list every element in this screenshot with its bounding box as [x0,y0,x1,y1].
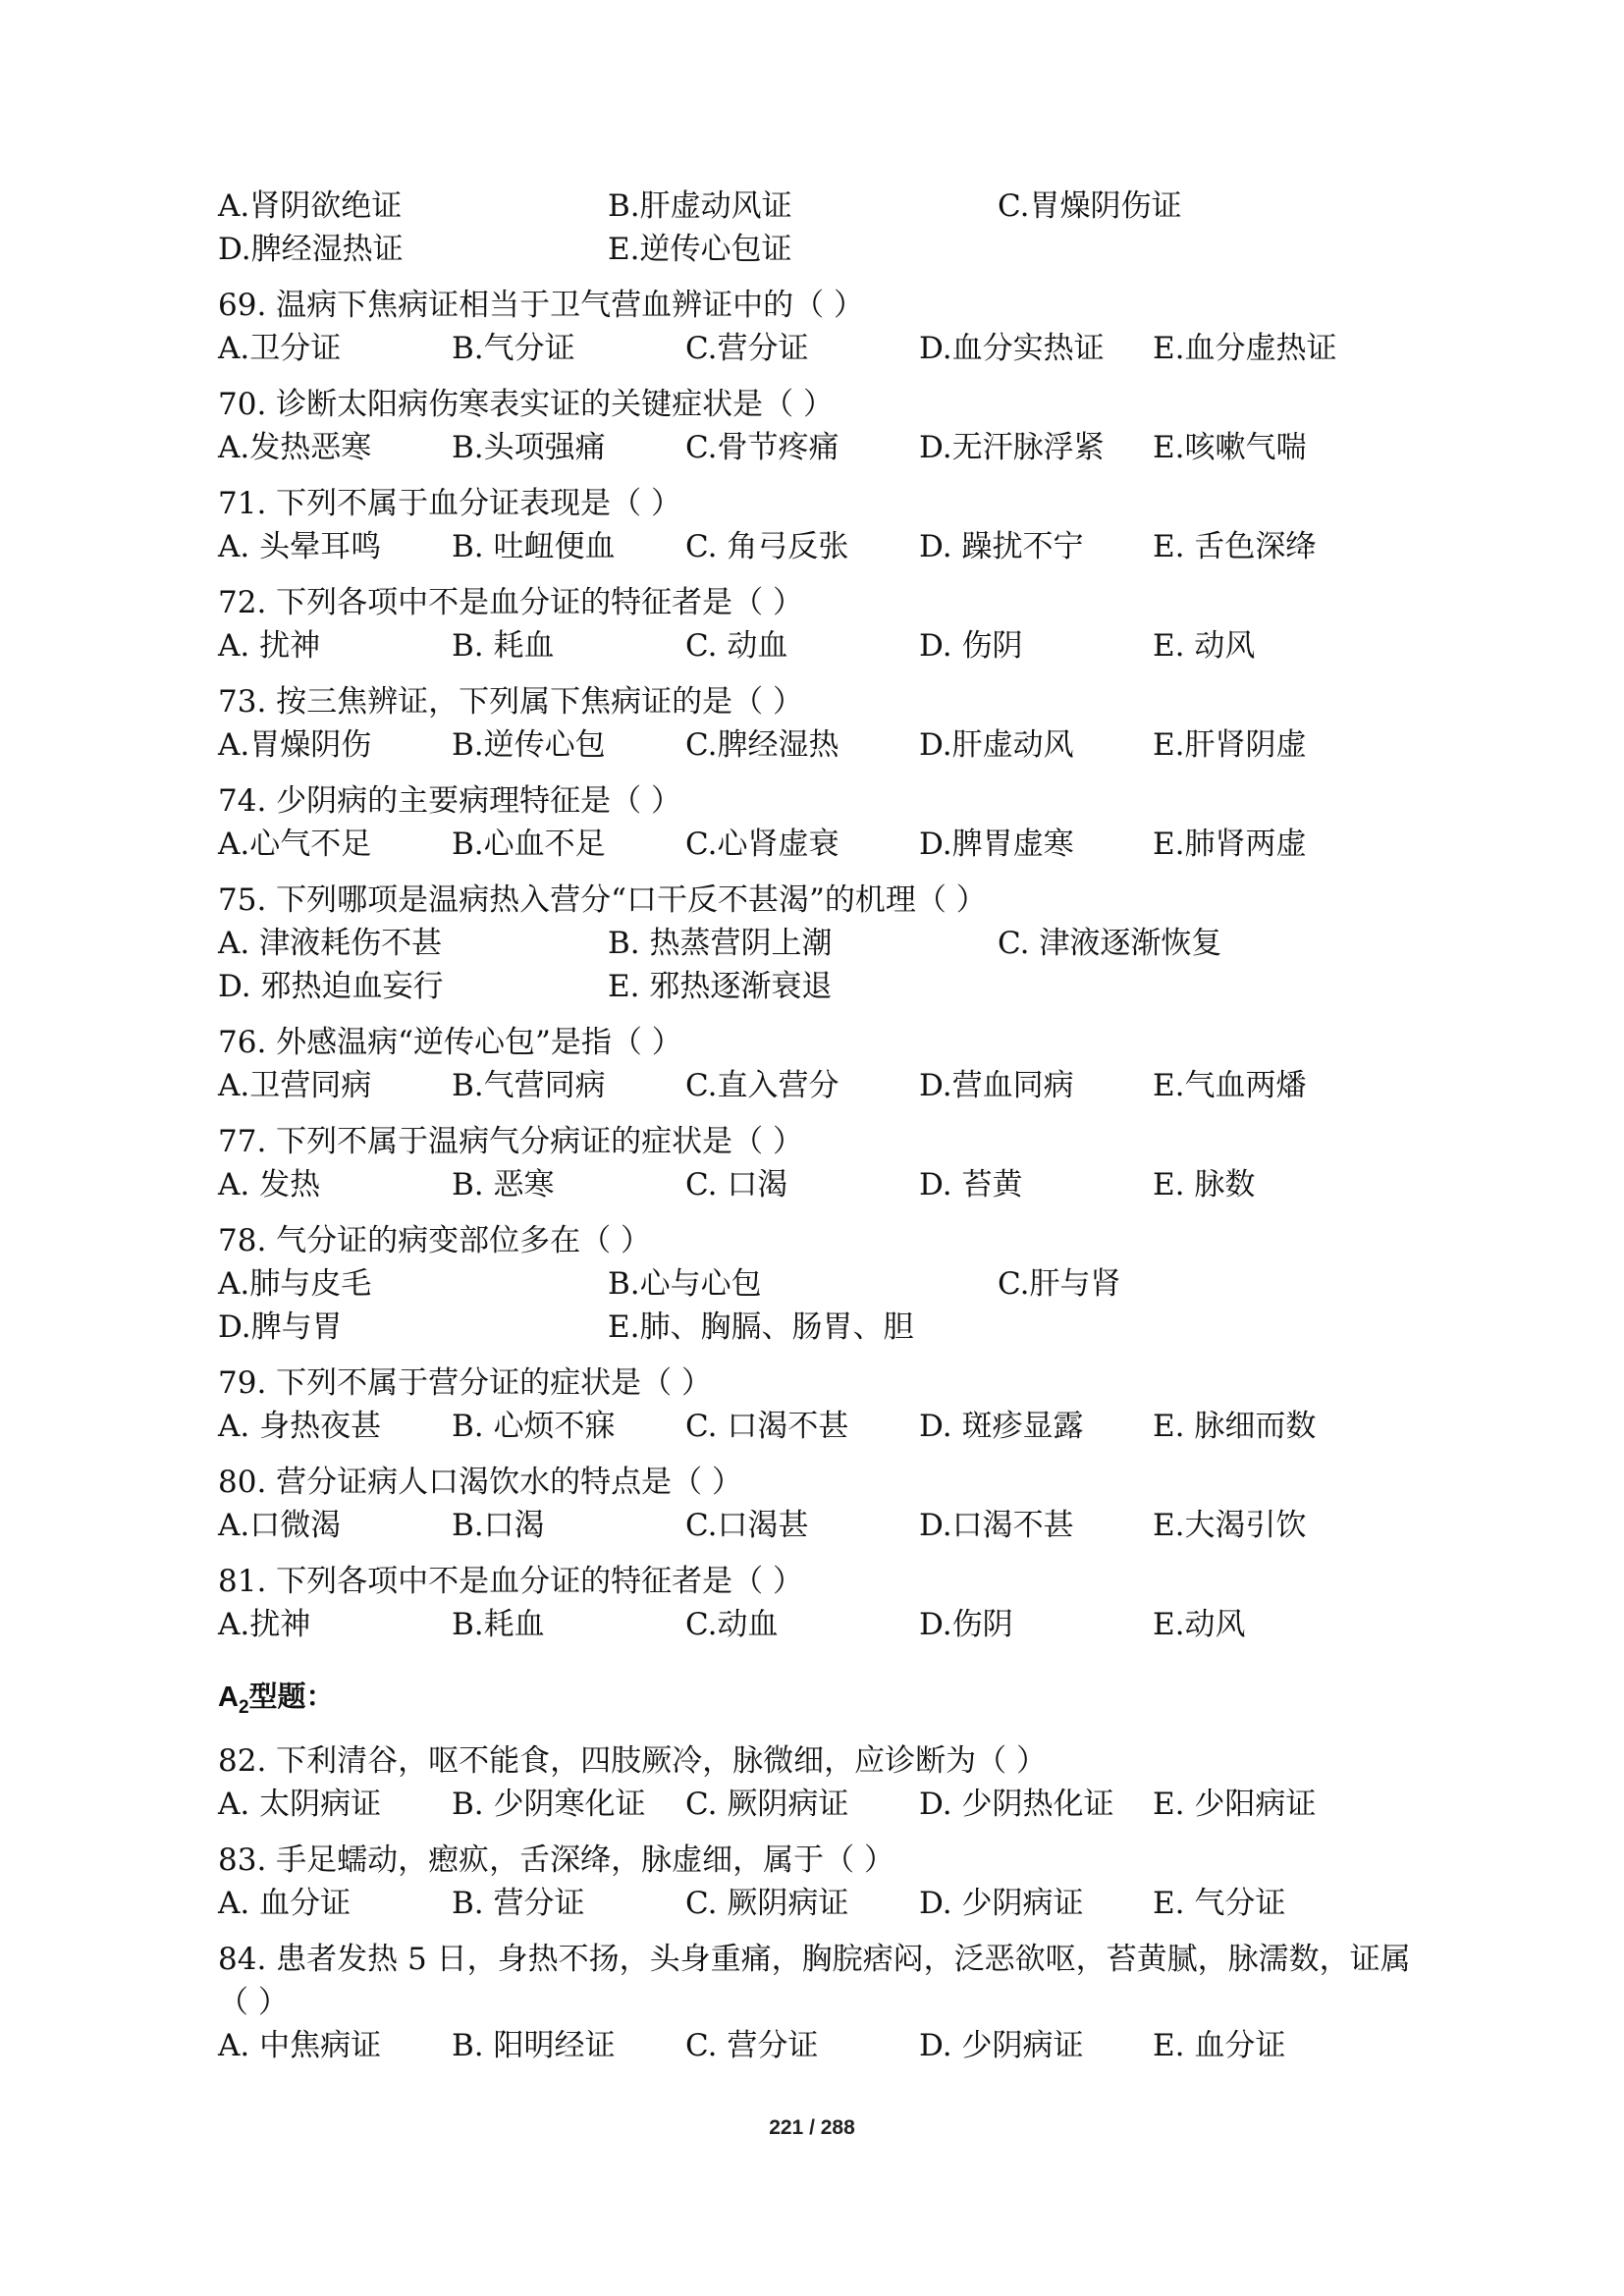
answer-option: D.脾胃虚寒 [919,827,1074,862]
answer-option: A. 头晕耳鸣 [218,529,382,564]
question-spacer [218,1107,1416,1120]
answer-options [218,1603,1416,1646]
answer-options [218,922,1416,1008]
answer-option: C.直入营分 [685,1068,839,1103]
question-stem: 75. 下列哪项是温病热入营分“口干反不甚渴”的机理（ ） [218,882,987,918]
option-row [218,228,1416,271]
answer-option: E.动风 [1153,1607,1246,1642]
option-row [218,1405,1416,1448]
question-item [218,568,1416,667]
answer-option: C. 厥阴病证 [685,1885,849,1921]
answer-option: A.扰神 [218,1607,311,1642]
option-row [218,426,1416,469]
option-row [218,1163,1416,1206]
answer-option: C. 津液逐渐恢复 [998,926,1222,961]
answer-option: E. 邪热逐渐衰退 [608,969,833,1004]
answer-option: B.肝虚动风证 [608,188,792,224]
question-item [218,667,1416,767]
answer-options [218,1783,1416,1826]
question-stem: 83. 手足蠕动，瘛疭，舌深绛，脉虚细，属于（ ） [218,1842,895,1878]
answer-options [218,624,1416,667]
question-item [218,1826,1416,1925]
question-item [218,1448,1416,1547]
answer-option: E.气血两燔 [1153,1068,1307,1103]
answer-option: B.气分证 [452,331,575,366]
answer-option: C. 动血 [685,628,788,664]
option-row [218,1262,1416,1306]
question-stem: 69. 温病下焦病证相当于卫气营血辨证中的（ ） [218,288,865,323]
answer-option: E. 舌色深绛 [1153,529,1317,564]
answer-option: B. 吐衄便血 [452,529,616,564]
answer-option: C.胃燥阴伤证 [998,188,1182,224]
option-row [218,185,1416,228]
answer-option: B.耗血 [452,1607,545,1642]
question-stem: 70. 诊断太阳病伤寒表实证的关键症状是（ ） [218,387,835,422]
question-spacer [218,866,1416,879]
answer-option: C. 营分证 [685,2027,819,2063]
answer-option: C. 厥阴病证 [685,1786,849,1822]
answer-options [218,1504,1416,1547]
question-item [218,767,1416,866]
question-spacer [218,1206,1416,1219]
answer-option: C. 角弓反张 [685,529,849,564]
answer-options [218,1262,1416,1349]
option-row [218,1064,1416,1107]
answer-options [218,723,1416,767]
answer-option: E.血分虚热证 [1153,331,1337,366]
option-row [218,1603,1416,1646]
option-row [218,1882,1416,1925]
answer-option: A. 身热夜甚 [218,1409,382,1444]
answer-option: E.肺、胸膈、肠胃、胆 [608,1309,914,1345]
question-spacer [218,469,1416,482]
answer-option: B.头项强痛 [452,430,606,465]
question-stem: 71. 下列不属于血分证表现是（ ） [218,486,682,521]
question-spacer [218,1925,1416,1938]
option-row [218,922,1416,965]
answer-option: A.卫分证 [218,331,342,366]
answer-option: E.肺肾两虚 [1153,827,1307,862]
answer-option: E. 少阳病证 [1153,1786,1317,1822]
answer-option: A.心气不足 [218,827,372,862]
answer-option: D.营血同病 [919,1068,1074,1103]
question-stem: 72. 下列各项中不是血分证的特征者是（ ） [218,585,804,620]
option-row [218,2024,1416,2067]
page-number: 221 / 288 [769,2116,855,2139]
answer-option: C.肝与肾 [998,1266,1121,1302]
option-row [218,965,1416,1008]
option-row [218,525,1416,568]
question-spacer [218,1448,1416,1461]
answer-option: C.动血 [685,1607,779,1642]
answer-option: D. 少阴热化证 [919,1786,1114,1822]
answer-option: E. 动风 [1153,628,1256,664]
answer-option: D.无汗脉浮紧 [919,430,1105,465]
answer-option: A. 血分证 [218,1885,352,1921]
question-item [218,185,1416,271]
answer-option: E.逆传心包证 [608,232,792,267]
answer-option: B. 少阴寒化证 [452,1786,646,1822]
answer-options [218,1405,1416,1448]
answer-option: A. 中焦病证 [218,2027,382,2063]
answer-option: A. 发热 [218,1167,321,1202]
answer-option: C.心肾虚衰 [685,827,839,862]
question-item [218,1925,1416,2067]
question-group-a2 [218,1739,1416,2067]
question-spacer [218,1008,1416,1021]
answer-option: B.逆传心包 [452,727,606,763]
question-spacer [218,271,1416,284]
question-spacer [218,767,1416,779]
answer-options [218,327,1416,370]
answer-option: D.脾与胃 [218,1309,343,1345]
answer-option: D. 邪热迫血妄行 [218,969,444,1004]
answer-options [218,1882,1416,1925]
question-item [218,1739,1416,1826]
question-stem: 81. 下列各项中不是血分证的特征者是（ ） [218,1564,804,1599]
question-item [218,271,1416,370]
answer-option: B. 阳明经证 [452,2027,616,2063]
answer-option: B.口渴 [452,1508,545,1543]
answer-option: E. 脉细而数 [1153,1409,1317,1444]
section-title: $A_2$型题： [218,1682,335,1718]
answer-option: B. 恶寒 [452,1167,555,1202]
question-item [218,1008,1416,1107]
answer-option: B. 营分证 [452,1885,585,1921]
answer-option: A. 太阴病证 [218,1786,382,1822]
question-stem: 76. 外感温病“逆传心包”是指（ ） [218,1025,682,1060]
question-spacer [218,667,1416,680]
answer-option: C. 口渴不甚 [685,1409,849,1444]
question-item [218,866,1416,1008]
question-stem: 79. 下列不属于营分证的症状是（ ） [218,1365,713,1401]
question-spacer [218,1349,1416,1362]
option-row [218,1306,1416,1349]
answer-options [218,1163,1416,1206]
answer-option: B. 热蒸营阴上潮 [608,926,833,961]
answer-option: A. 扰神 [218,628,321,664]
answer-option: D. 伤阴 [919,628,1023,664]
question-item [218,1206,1416,1349]
answer-options [218,185,1416,271]
answer-option: C.口渴甚 [685,1508,809,1543]
answer-option: A.肾阴欲绝证 [218,188,403,224]
question-item [218,469,1416,568]
question-stem: 77. 下列不属于温病气分病证的症状是（ ） [218,1124,804,1159]
question-stem: 80. 营分证病人口渴饮水的特点是（ ） [218,1465,743,1500]
question-spacer [218,370,1416,383]
answer-option: D.脾经湿热证 [218,232,404,267]
question-stem: 78. 气分证的病变部位多在（ ） [218,1223,652,1258]
answer-option: B. 心烦不寐 [452,1409,616,1444]
answer-options [218,1064,1416,1107]
answer-option: D.血分实热证 [919,331,1105,366]
option-row [218,624,1416,667]
answer-option: E.肝肾阴虚 [1153,727,1307,763]
question-item [218,370,1416,469]
answer-option: A.发热恶寒 [218,430,372,465]
answer-option: C.脾经湿热 [685,727,839,763]
answer-option: C.营分证 [685,331,809,366]
option-row [218,723,1416,767]
answer-option: D. 躁扰不宁 [919,529,1084,564]
answer-option: E. 脉数 [1153,1167,1256,1202]
question-group-a1 [218,185,1416,1646]
answer-option: D. 斑疹显露 [919,1409,1084,1444]
question-spacer [218,1547,1416,1560]
question-stem: 73. 按三焦辨证，下列属下焦病证的是（ ） [218,684,804,720]
question-item [218,1547,1416,1646]
answer-option: B.气营同病 [452,1068,606,1103]
answer-option: A.口微渴 [218,1508,342,1543]
question-stem: 84. 患者发热 5 日，身热不扬，头身重痛，胸脘痞闷，泛恶欲呕，苔黄腻，脉濡数，证属（ ） [218,1941,1411,2020]
answer-option: A.胃燥阴伤 [218,727,372,763]
answer-option: E. 气分证 [1153,1885,1286,1921]
answer-option: A. 津液耗伤不甚 [218,926,443,961]
answer-option: B.心血不足 [452,827,606,862]
answer-option: C. 口渴 [685,1167,788,1202]
question-item [218,1349,1416,1448]
question-spacer [218,1826,1416,1839]
answer-option: D.伤阴 [919,1607,1013,1642]
answer-option: D.口渴不甚 [919,1508,1074,1543]
question-list [218,185,1416,2067]
answer-option: E.大渴引饮 [1153,1508,1307,1543]
answer-option: B. 耗血 [452,628,555,664]
answer-options [218,525,1416,568]
answer-option: E. 血分证 [1153,2027,1286,2063]
question-item [218,1107,1416,1206]
answer-options [218,823,1416,866]
answer-option: B.心与心包 [608,1266,762,1302]
answer-option: A.肺与皮毛 [218,1266,372,1302]
question-stem: 74. 少阴病的主要病理特征是（ ） [218,783,682,819]
answer-option: A.卫营同病 [218,1068,372,1103]
answer-option: D. 少阴病证 [919,2027,1084,2063]
option-row [218,1783,1416,1826]
option-row [218,327,1416,370]
question-spacer [218,568,1416,581]
answer-option: D. 少阴病证 [919,1885,1084,1921]
option-row [218,823,1416,866]
answer-options [218,2024,1416,2067]
answer-options [218,426,1416,469]
answer-option: D.肝虚动风 [919,727,1074,763]
question-stem: 82. 下利清谷，呕不能食，四肢厥冷，脉微细，应诊断为（ ） [218,1742,1048,1779]
option-row [218,1504,1416,1547]
answer-option: E.咳嗽气喘 [1153,430,1307,465]
answer-option: D. 苔黄 [919,1167,1023,1202]
answer-option: C.骨节疼痛 [685,430,839,465]
